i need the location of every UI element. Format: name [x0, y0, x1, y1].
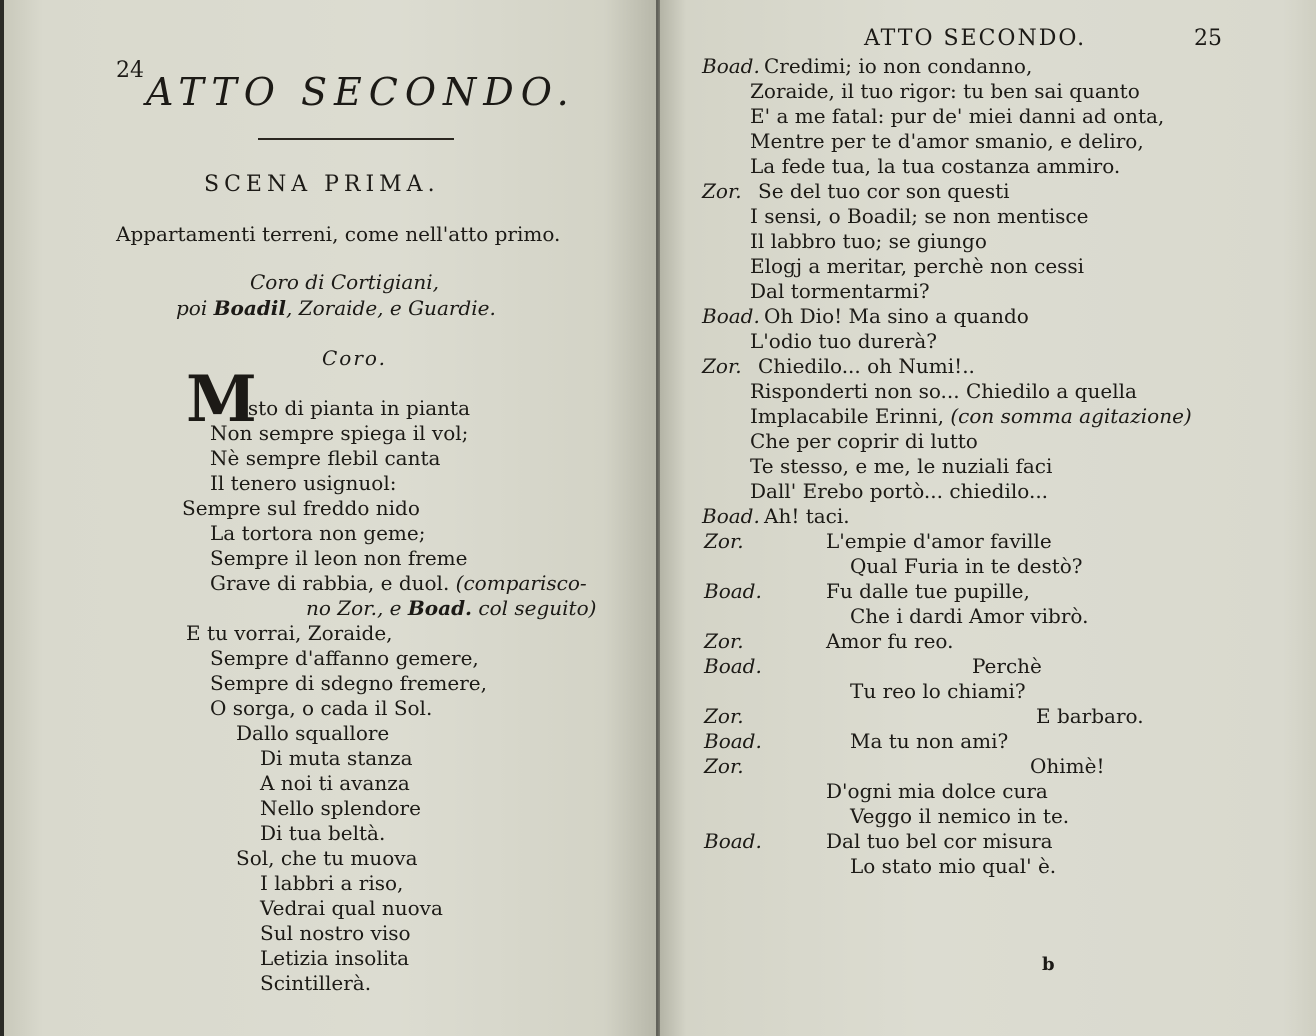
verse-line: Dallo squallore: [236, 721, 390, 745]
dialogue-line: Dall' Erebo portò... chiedilo...: [750, 479, 1049, 503]
speaker-label: Boad.: [704, 579, 762, 603]
dialogue-line: Ah! taci.: [764, 504, 850, 528]
dialogue-line: Zoraide, il tuo rigor: tu ben sai quanto: [750, 79, 1140, 103]
verse-line: La tortora non geme;: [210, 521, 426, 545]
duet-line: D'ogni mia dolce cura: [826, 779, 1048, 803]
verse-line: Sol, che tu muova: [236, 846, 418, 870]
page-number-left: 24: [116, 58, 144, 83]
duet-line: Ohimè!: [1030, 754, 1105, 778]
duet-line: Qual Furia in te destò?: [850, 554, 1083, 578]
cast-line-2-pre: poi: [176, 296, 214, 320]
duet-line: Veggo il nemico in te.: [850, 804, 1070, 828]
duet-line: Amor fu reo.: [826, 629, 954, 653]
dialogue-line: Se del tuo cor son questi: [758, 179, 1010, 203]
dialogue-line: Te stesso, e me, le nuziali faci: [750, 454, 1053, 478]
dialogue-line: Risponderti non so... Chiedilo a quella: [750, 379, 1137, 403]
drop-cap: M: [186, 362, 257, 437]
stage-direction-line-2: [306, 596, 596, 620]
verse-line: Non sempre spiega il vol;: [210, 421, 469, 445]
verse-line: Sempre di sdegno fremere,: [210, 671, 487, 695]
dialogue-line: La fede tua, la tua costanza ammiro.: [750, 154, 1121, 178]
verse-line: Sempre d'affanno gemere,: [210, 646, 479, 670]
running-header: ATTO SECONDO.: [864, 26, 1087, 51]
stage-direction-pre: no Zor., e: [306, 596, 408, 620]
duet-line: Tu reo lo chiami?: [850, 679, 1026, 703]
duet-line: Dal tuo bel cor misura: [826, 829, 1053, 853]
dialogue-line: I sensi, o Boadil; se non mentisce: [750, 204, 1089, 228]
speaker-label: Boad.: [702, 54, 760, 78]
verse-line: Vedrai qual nuova: [260, 896, 443, 920]
verse-line: Di muta stanza: [260, 746, 413, 770]
duet-line: Fu dalle tue pupille,: [826, 579, 1030, 603]
stage-direction-boad: Boad.: [407, 596, 473, 620]
dialogue-line: L'odio tuo durerà?: [750, 329, 938, 353]
stage-direction: (con somma agitazione): [950, 404, 1192, 428]
verse-line: Scintillerà.: [260, 971, 372, 995]
duet-line: Lo stato mio qual' è.: [850, 854, 1057, 878]
right-page: [660, 0, 1316, 1036]
verse-line: Di tua beltà.: [260, 821, 386, 845]
dialogue-line: Elogj a meritar, perchè non cessi: [750, 254, 1085, 278]
cast-line-2-rest: , Zoraide, e Guardie.: [286, 296, 496, 320]
dialogue-line: Che per coprir di lutto: [750, 429, 978, 453]
verse-line: Il tenero usignuol:: [210, 471, 397, 495]
speaker-label: Zor.: [704, 754, 744, 778]
title-rule: [258, 138, 454, 140]
dialogue-line: Chiedilo... oh Numi!..: [758, 354, 975, 378]
speaker-label: Zor.: [704, 704, 744, 728]
dialogue-line: Mentre per te d'amor smanio, e deliro,: [750, 129, 1144, 153]
duet-line: E barbaro.: [1036, 704, 1144, 728]
speaker-label: Zor.: [704, 529, 744, 553]
verse-line: [210, 571, 587, 595]
verse-line: E tu vorrai, Zoraide,: [186, 621, 393, 645]
dialogue-line: Il labbro tuo; se giungo: [750, 229, 987, 253]
scene-heading: SCENA PRIMA.: [204, 172, 440, 197]
page-number-right: 25: [1194, 26, 1222, 51]
dialogue-line: E' a me fatal: pur de' miei danni ad onta,: [750, 104, 1165, 128]
verse-line: Nello splendore: [260, 796, 421, 820]
duet-line: L'empie d'amor faville: [826, 529, 1052, 553]
dialogue-line: [750, 404, 1192, 428]
left-page: [4, 0, 656, 1036]
verse-line: Nè sempre flebil canta: [210, 446, 441, 470]
verse-line: Sempre il leon non freme: [210, 546, 468, 570]
dialogue-line: Dal tormentarmi?: [750, 279, 930, 303]
stage-direction-part-1: (comparisco-: [455, 571, 587, 595]
verse-line: Sempre sul freddo nido: [182, 496, 420, 520]
speaker-label: Zor.: [702, 354, 742, 378]
speaker-label: Boad.: [704, 654, 762, 678]
dialogue-line: Credimi; io non condanno,: [764, 54, 1033, 78]
cast-line-2: [176, 296, 496, 320]
verse-line: A noi ti avanza: [260, 771, 410, 795]
signature-mark: b: [1042, 954, 1055, 975]
verse-text: Grave di rabbia, e duol.: [210, 571, 450, 595]
speaker-label: Boad.: [704, 829, 762, 853]
duet-line: Che i dardi Amor vibrò.: [850, 604, 1089, 628]
verse-line: I labbri a riso,: [260, 871, 404, 895]
speaker-label: Zor.: [704, 629, 744, 653]
verse-line: O sorga, o cada il Sol.: [210, 696, 433, 720]
dialogue-line: Oh Dio! Ma sino a quando: [764, 304, 1029, 328]
speaker-label: Zor.: [702, 179, 742, 203]
act-title: ATTO SECONDO.: [146, 70, 576, 114]
cast-name-boadil: Boadil: [213, 296, 286, 320]
speaker-label: Boad.: [702, 304, 760, 328]
dialogue-text: Implacabile Erinni,: [750, 404, 944, 428]
cast-line-1: Coro di Cortigiani,: [250, 270, 439, 294]
verse-line: Letizia insolita: [260, 946, 410, 970]
speaker-label: Boad.: [704, 729, 762, 753]
speaker-label: Boad.: [702, 504, 760, 528]
coro-label: Coro.: [322, 346, 387, 370]
verse-line: esto di pianta in pianta: [236, 396, 471, 420]
scene-setting: Appartamenti terreni, come nell'atto primo.: [116, 222, 561, 246]
duet-line: Ma tu non ami?: [850, 729, 1009, 753]
stage-direction-post: col seguito): [472, 596, 597, 620]
duet-line: Perchè: [972, 654, 1042, 678]
verse-line: Sul nostro viso: [260, 921, 411, 945]
